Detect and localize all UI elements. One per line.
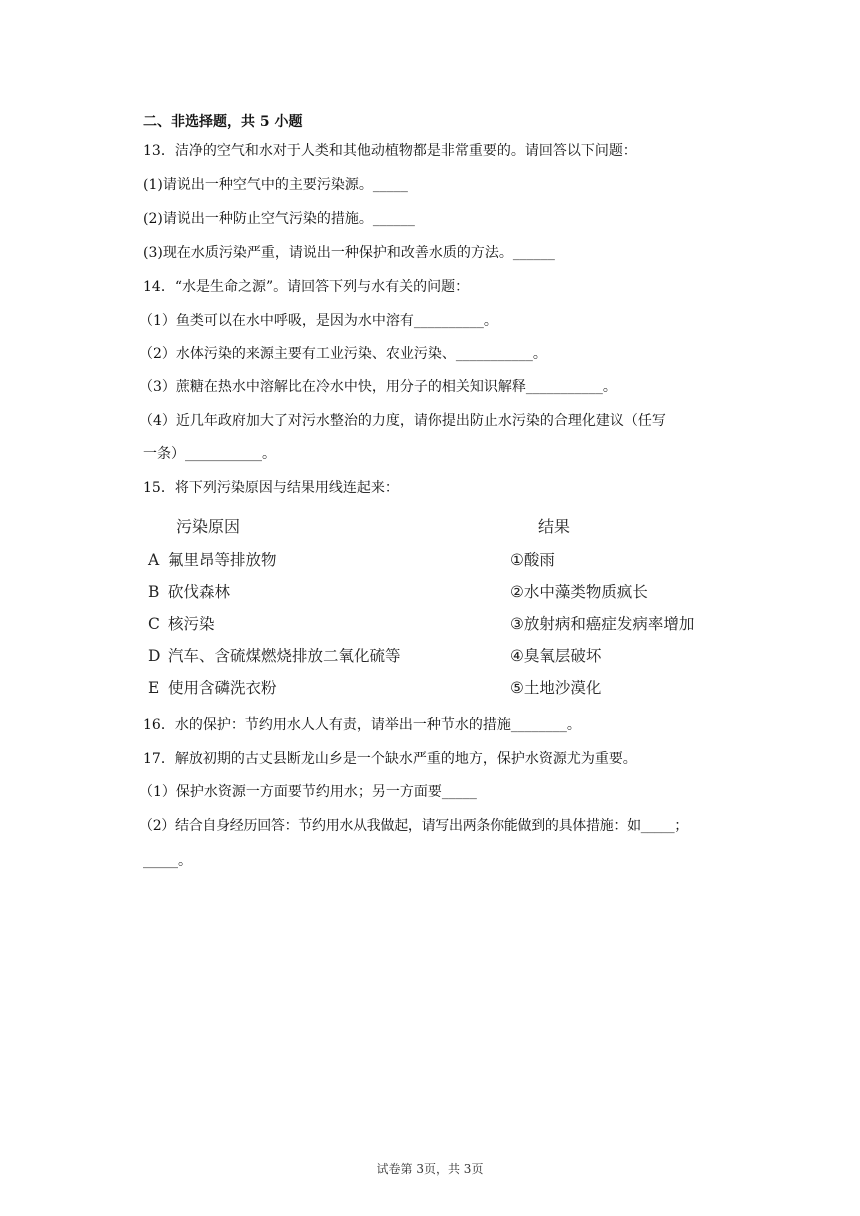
q14-part4-cont: 一条）___________。: [143, 446, 276, 462]
q14-part3: （3）蔗糖在热水中溶解比在冷水中快，用分子的相关知识解释___________。: [139, 379, 617, 395]
q14-part2: （2）水体污染的来源主要有工业污染、农业污染、___________。: [139, 346, 547, 362]
section-title: 二、非选择题，共 5 小题: [143, 114, 303, 130]
result-item: ②水中藻类物质疯长: [510, 583, 648, 601]
page-footer: 试卷第 3页，共 3页: [376, 1162, 484, 1176]
result-item: ①酸雨: [510, 551, 555, 569]
cause-item: A 氟里昂等排放物: [148, 551, 277, 569]
q14-stem: 14．“水是生命之源”。请回答下列与水有关的问题：: [143, 279, 470, 295]
q17-stem: 17．解放初期的古丈县断龙山乡是一个缺水严重的地方，保护水资源尤为重要。: [143, 751, 637, 767]
q13-stem: 13．洁净的空气和水对于人类和其他动植物都是非常重要的。请回答以下问题：: [143, 143, 637, 159]
q14-part4: （4）近几年政府加大了对污水整治的力度，请你提出防止水污染的合理化建议（任写: [139, 413, 666, 429]
cause-item: C 核污染: [148, 615, 215, 633]
cause-item: E 使用含磷洗衣粉: [148, 679, 277, 697]
cause-item: D 汽车、含硫煤燃烧排放二氧化硫等: [148, 647, 401, 665]
q17-part2-cont: _____。: [143, 853, 192, 869]
result-item: ⑤土地沙漠化: [510, 679, 602, 697]
q13-part1: (1)请说出一种空气中的主要污染源。_____: [143, 177, 408, 193]
q14-part1: （1）鱼类可以在水中呼吸，是因为水中溶有__________。: [139, 313, 498, 329]
q17-part1: （1）保护水资源一方面要节约用水；另一方面要_____: [139, 784, 477, 800]
cause-item: B 砍伐森林: [148, 583, 231, 601]
q16-stem: 16．水的保护：节约用水人人有责，请举出一种节水的措施________。: [143, 717, 581, 733]
result-item: ④臭氧层破坏: [510, 647, 602, 665]
matching-table: [148, 514, 718, 704]
q13-part3: (3)现在水质污染严重，请说出一种保护和改善水质的方法。______: [143, 245, 555, 261]
result-item: ③放射病和癌症发病率增加: [510, 615, 695, 633]
q15-stem: 15．将下列污染原因与结果用线连起来：: [143, 480, 399, 496]
q17-part2: （2）结合自身经历回答：节约用水从我做起，请写出两条你能做到的具体措施：如_____；: [139, 818, 689, 834]
q13-part2: (2)请说出一种防止空气污染的措施。______: [143, 211, 415, 227]
results-header: 结果: [538, 517, 571, 536]
causes-header: 污染原因: [176, 517, 241, 536]
